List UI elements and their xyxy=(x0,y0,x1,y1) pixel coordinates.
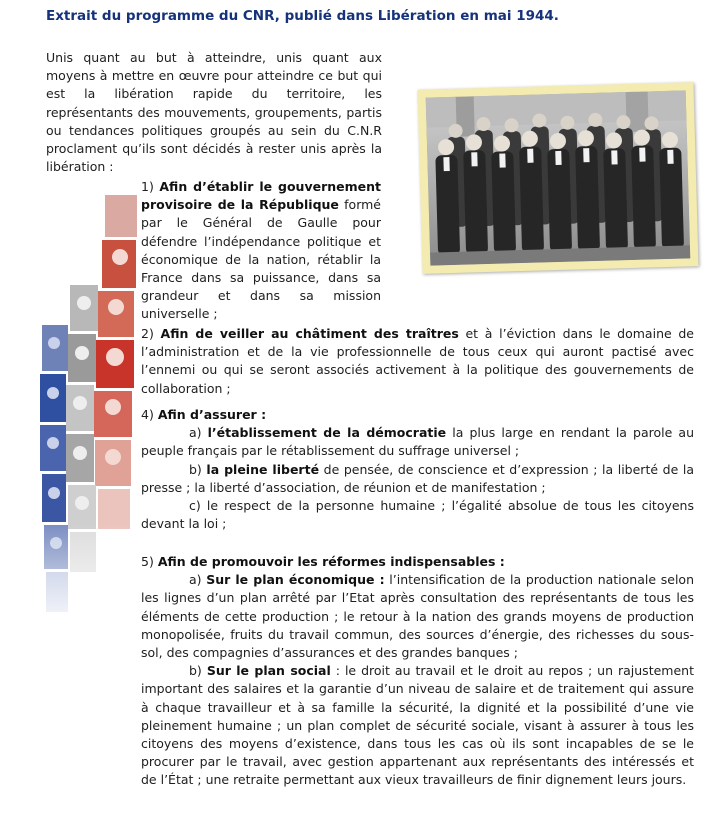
section-4-item-a: a) l’établissement de la démocratie la plus large en rendant la parole au peuple français par le rétablissement du suffrage universel ; xyxy=(141,425,694,459)
section-4-item-b: b) la pleine liberté de pensée, de conscience et d’expression ; la liberté de la presse ; la liberté d’association, de réunion et de manifestation ; xyxy=(141,461,694,495)
section-2: 2) Afin de veiller au châtiment des traîtres et à l’éviction dans le domaine de l’administration et de la vie professionnelle de tous ceux qui auront pactisé avec l’ennemi ou qui se seront associés activement à la politique des gouvernements de collaboration ; xyxy=(141,326,694,396)
section-4-heading: Afin d’assurer xyxy=(157,407,257,422)
tricolor-portrait-strip xyxy=(40,195,140,635)
page-title: Extrait du programme du CNR, publié dans Libération en mai 1944. xyxy=(46,8,559,24)
group-photo-frame xyxy=(417,82,698,274)
section-1: 1) Afin d’établir le gouvernement provisoire de la République formé par le Général de Gaulle pour défendre l’indépendance politique et économique de la nation, rétablir la France dans sa puissance, dans sa grandeur et dans sa mission universelle ; xyxy=(141,179,381,322)
section-2-heading: Afin de veiller au châtiment des traîtres xyxy=(160,326,459,341)
section-5-item-b: b) Sur le plan social : le droit au travail et le droit au repos ; un rajustement important des salaires et la garantie d’un niveau de salaire et de traitement qui assure à chaque travailleur et à sa famille la sécurité, la dignité et la possibilité d’une vie pleinement humaine ; un plan complet de sécurité sociale, visant à assurer à tous les citoyens des moyens d’existence, dans tous les cas où ils sont incapables de se le procurer par le travail, avec gestion appartenant aux représentants des intéressés et de l’État ; une retraite permettant aux vieux travailleurs de finir dignement leurs jours. xyxy=(141,663,694,788)
section-1-heading: Afin d’établir le gouvernement provisoire de la République xyxy=(141,179,381,213)
section-4: 4) Afin d’assurer : a) l’établissement de la démocratie la plus large en rendant la parole au peuple français par le rétablissement du suffrage universel ; b) la pleine liberté de pensée, de conscience et d’expression ; la liberté de la presse ; la liberté d’association, de réunion et de manifestation ; c) le respect de la personne humaine ; l’égalité absolue de tous les citoyens devant la loi ; xyxy=(141,406,694,533)
section-5-heading: Afin de promouvoir les réformes indispensables xyxy=(157,554,496,569)
intro-paragraph: Unis quant au but à atteindre, unis quant aux moyens à mettre en œuvre pour atteindre ce but qui est la libération rapide du territoire, les représentants des mouvements, groupements, partis ou tendances politiques groupés au sein du C.N.R proclament qu’ils sont décidés à rester unis après la libération : xyxy=(46,50,382,175)
section-4-item-c: c) le respect de la personne humaine ; l’égalité absolue de tous les citoyens devant la loi ; xyxy=(141,498,694,532)
section-5: 5) Afin de promouvoir les réformes indispensables : a) Sur le plan économique : l’intensification de la production nationale selon les lignes d’un plan arrêté par l’Etat après consultation des représentants de tous les éléments de cette production ; le retour à la nation des grands moyens de production monopolisée, fruits du travail commun, des sources d’énergie, des richesses du sous-sol, des compagnies d’assurances et des grandes banques ; b) Sur le plan social : le droit au travail et le droit au repos ; un rajustement important des salaires et la garantie d’un niveau de salaire et de traitement qui assure à chaque travailleur et à sa famille la sécurité, la dignité et la possibilité d’une vie pleinement humaine ; un plan complet de sécurité sociale, visant à assurer à tous les citoyens des moyens d’existence, dans tous les cas où ils sont incapables de se le procurer par le travail, avec gestion appartenant aux représentants des intéressés et de l’État ; une retraite permettant aux vieux travailleurs de finir dignement leurs jours. xyxy=(141,553,694,790)
section-5-item-a: a) Sur le plan économique : l’intensification de la production nationale selon les lignes d’un plan arrêté par l’Etat après consultation des représentants de tous les éléments de cette production ; le retour à la nation des grands moyens de production monopolisée, fruits du travail commun, des sources d’énergie, des richesses du sous-sol, des compagnies d’assurances et des grandes banques ; xyxy=(141,572,694,661)
group-photo-image xyxy=(426,90,691,265)
group-photo xyxy=(426,90,691,265)
